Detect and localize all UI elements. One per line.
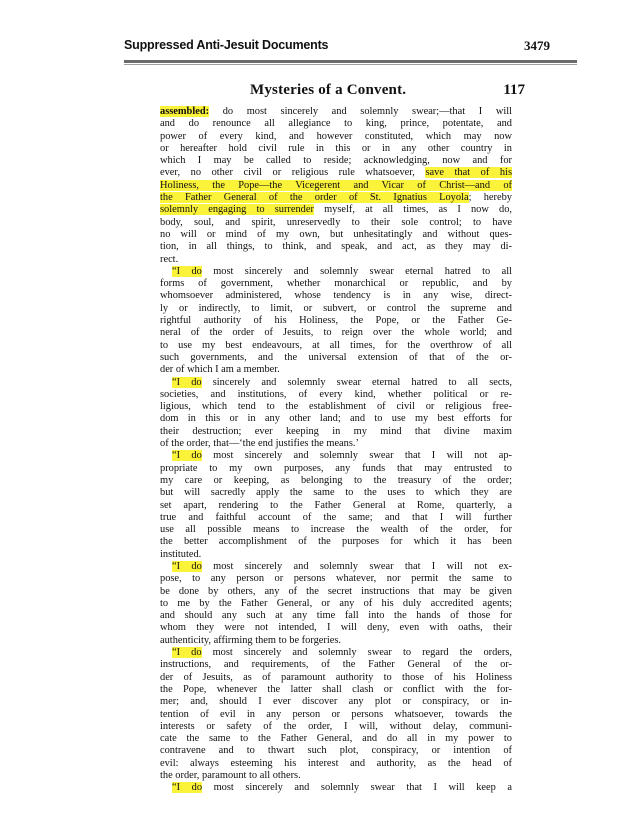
text-segment: cate the same to the Father General, and do all in my power to <box>160 733 512 745</box>
text-segment: and should any such at any time fall into the hands of those for <box>160 610 512 622</box>
text-segment: forms of government, whether monarchical or republic, and by <box>160 278 512 290</box>
text-line <box>160 684 512 696</box>
text-line <box>160 229 512 241</box>
text-segment: or hereafter hold civil rule in this or in any other country in <box>160 142 512 154</box>
text-line <box>160 167 512 179</box>
text-line <box>160 327 512 339</box>
text-segment: such governments, and the universal extension of that of the or- <box>160 351 512 363</box>
text-segment: myself, at all times, as I now do, <box>313 204 513 216</box>
text-line <box>160 598 512 610</box>
text-segment: do most sincerely and solemnly swear;—that I will <box>209 106 512 117</box>
text-segment: whomsoever administered, whose tendency is in any wise, direct- <box>160 290 512 302</box>
text-line <box>160 733 512 745</box>
highlighted-text: assembled: <box>160 106 210 117</box>
text-line <box>160 438 512 450</box>
text-segment: ligious, which tend to the establishment of civil or religious free- <box>160 401 512 413</box>
text-line <box>160 204 512 216</box>
text-segment: and do renounce all allegiance to king, prince, potentate, and <box>160 118 512 130</box>
text-line <box>160 106 512 118</box>
text-line <box>160 672 512 684</box>
text-line <box>160 635 512 647</box>
text-line <box>160 192 512 204</box>
paragraph-first-line <box>160 782 512 794</box>
text-line <box>160 696 512 708</box>
book-page-number: 117 <box>503 82 525 98</box>
text-segment: instructions, and requirements, of the Father General of the or- <box>160 659 512 671</box>
highlighted-text: solemnly engaging to surrender <box>160 204 314 216</box>
text-segment: most sincerely and solemnly swear that I will not ex- <box>201 560 512 572</box>
paragraph-first-line <box>160 647 512 659</box>
text-line <box>160 352 512 364</box>
highlighted-text: “I do <box>172 647 202 659</box>
text-segment: the order, paramount to all others. <box>160 770 301 782</box>
paragraph-first-line <box>160 266 512 278</box>
text-line <box>160 303 512 315</box>
text-segment: interests or safety of the order, I will, without delay, communi- <box>160 720 512 732</box>
text-line <box>160 770 512 782</box>
document-title: Suppressed Anti-Jesuit Documents <box>124 38 329 52</box>
text-segment: der of Jesuits, as of paramount authority to those of his Holiness <box>160 671 512 683</box>
text-line <box>160 622 512 634</box>
text-segment: instituted. <box>160 548 202 560</box>
text-line <box>160 180 512 192</box>
book-running-head <box>160 82 535 106</box>
highlighted-text: the Father General of the order of St. Ignatius Loyola <box>160 192 469 204</box>
highlighted-text: “I do <box>172 265 202 277</box>
text-segment: ly or indirectly, to limit, or subvert, or control the supreme and <box>160 302 512 314</box>
text-line <box>160 524 512 536</box>
text-segment: tion, in all things, to think, and speak, and act, as they may di- <box>160 241 512 253</box>
text-line <box>160 500 512 512</box>
text-line <box>160 463 512 475</box>
book-running-title: Mysteries of a Convent. <box>250 82 407 98</box>
text-line <box>160 340 512 352</box>
text-segment: evil: always esteeming his interest and authority, as the head of <box>160 757 512 769</box>
text-line <box>160 610 512 622</box>
text-segment: their destruction; ever keeping in my mind that divine maxim <box>160 425 512 437</box>
text-segment: most sincerely and solemnly swear that I will not ap- <box>201 450 512 462</box>
text-segment: most sincerely and solemnly swear eternal hatred to all <box>201 265 512 277</box>
text-line <box>160 401 512 413</box>
scanned-book-page <box>160 82 535 795</box>
text-segment: the better accomplishment of the purposes for which it has been <box>160 536 512 548</box>
text-segment: whom they were not intended, I will deny, even with oaths, their <box>160 622 512 634</box>
text-line <box>160 573 512 585</box>
document-header <box>124 36 550 56</box>
text-line <box>160 315 512 327</box>
text-line <box>160 413 512 425</box>
text-line <box>160 241 512 253</box>
text-segment: rightful authority of his Holiness, the Pope, or the Father Ge- <box>160 315 512 327</box>
text-segment: set apart, rendering to the Father General at Rome, quarterly, a <box>160 499 512 511</box>
highlighted-text: “I do <box>172 376 202 388</box>
highlighted-text: “I do <box>172 782 203 794</box>
text-segment: sincerely and solemnly swear eternal hatred to all sects, <box>201 376 513 388</box>
text-segment: the Pope, whenever the latter shall clash or conflict with the for- <box>160 683 512 695</box>
text-line <box>160 758 512 770</box>
paragraph-first-line <box>160 561 512 573</box>
text-segment: ever, no other civil or religious rule whatsoever, <box>160 167 426 179</box>
text-segment: tention of evil in any person or persons whatsoever, towards the <box>160 708 512 720</box>
highlighted-text: Holiness, the Pope—the Vicegerent and Vicar of Christ—and of <box>160 179 512 191</box>
text-segment: pose, to any person or persons whatever, nor permit the same to <box>160 573 512 585</box>
text-line <box>160 745 512 757</box>
paragraph-first-line <box>160 450 512 462</box>
text-segment: mer; and, should I ever discover any plot or conspiracy, or in- <box>160 696 512 708</box>
body-text <box>160 106 535 795</box>
header-rule <box>124 60 577 63</box>
text-segment: of the order, that—‘the end justifies the means.’ <box>160 438 359 450</box>
text-segment: to me by the Father General, or any of his duly accredited agents; <box>160 597 512 609</box>
text-segment: true and faithful account of the same; and that I will further <box>160 511 512 523</box>
text-line <box>160 659 512 671</box>
text-segment: but will sacredly apply the same to the uses to which they are <box>160 487 512 499</box>
text-segment: which I may be called to reside; acknowledging, now and for <box>160 155 512 167</box>
text-line <box>160 586 512 598</box>
text-line <box>160 389 512 401</box>
text-line <box>160 290 512 302</box>
text-segment: use all possible means to increase the wealth of the order, for <box>160 524 512 536</box>
text-line <box>160 709 512 721</box>
text-line <box>160 721 512 733</box>
highlighted-text: save that of his <box>425 167 512 179</box>
text-segment: most sincerely and solemnly swear that I will keep a <box>202 782 512 794</box>
document-page-number: 3479 <box>524 38 550 53</box>
text-line <box>160 364 512 376</box>
text-segment: authenticity, affirming them to be forgeries. <box>160 634 342 646</box>
text-segment: power of every kind, and however constituted, which may now <box>160 130 512 142</box>
text-line <box>160 131 512 143</box>
text-segment: most sincerely and solemnly swear to regard the orders, <box>201 647 513 659</box>
paragraph-first-line <box>160 377 512 389</box>
text-line <box>160 118 512 130</box>
header-rule-thin <box>124 64 577 65</box>
text-line <box>160 475 512 487</box>
text-line <box>160 426 512 438</box>
text-segment: propriate to my own purposes, any funds that may entrusted to <box>160 462 512 474</box>
text-segment: my care or keeping, as belonging to the treasury of the order; <box>160 474 512 486</box>
text-segment: ; hereby <box>468 192 512 204</box>
text-line <box>160 217 512 229</box>
text-segment: no will or mind of my own, but unhesitatingly and without ques- <box>160 228 512 240</box>
text-segment: dom in this or in any other land; and to use my best efforts for <box>160 413 512 425</box>
text-segment: der of which I am a member. <box>160 364 280 376</box>
text-line <box>160 512 512 524</box>
text-segment: body, soul, and spirit, unreservedly to their sole control; to have <box>160 216 512 228</box>
text-segment: be done by others, any of the secret instructions that may be given <box>160 585 512 597</box>
text-line <box>160 278 512 290</box>
text-segment: neral of the order of Jesuits, to reign over the whole world; and <box>160 327 512 339</box>
text-line <box>160 549 512 561</box>
text-line <box>160 536 512 548</box>
text-line <box>160 143 512 155</box>
text-segment: contravene and to thwart such plot, conspiracy, or intention of <box>160 745 512 757</box>
text-line <box>160 155 512 167</box>
text-line <box>160 254 512 266</box>
highlighted-text: “I do <box>172 450 202 462</box>
text-line <box>160 487 512 499</box>
text-segment: societies, and institutions, of every kind, whether political or re- <box>160 388 512 400</box>
text-segment: to use my best endeavours, at all times, for the overthrow of all <box>160 339 512 351</box>
highlighted-text: “I do <box>172 560 202 572</box>
text-segment: rect. <box>160 253 179 265</box>
